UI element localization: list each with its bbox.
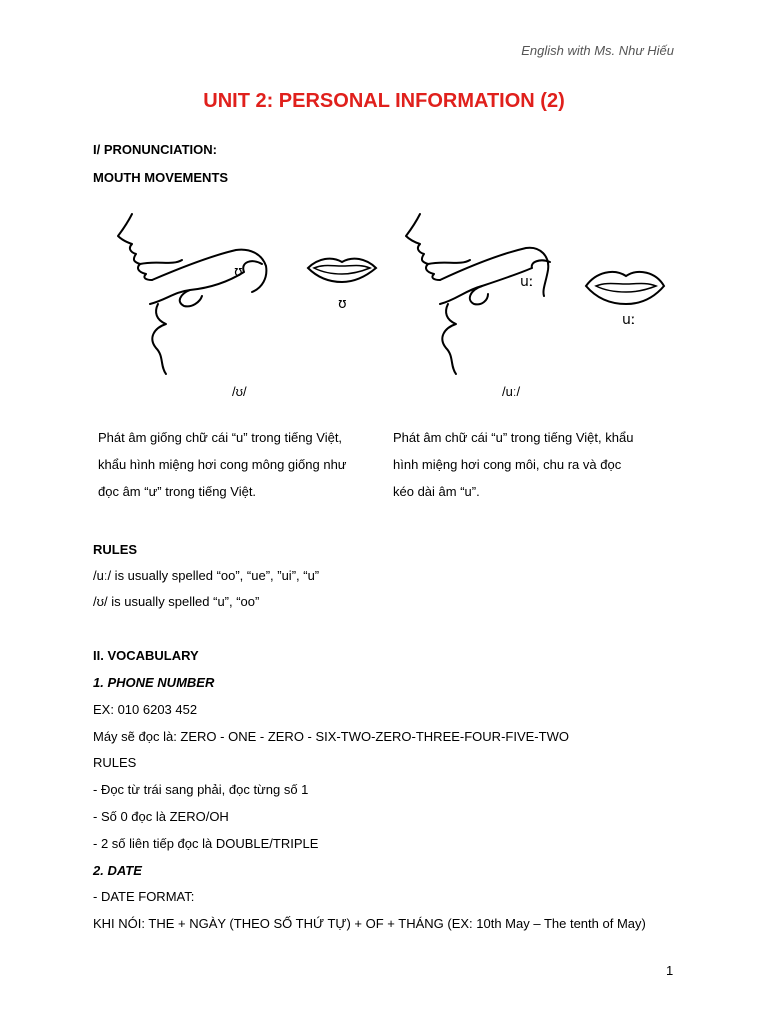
page-number: 1 [666,963,674,978]
lips-long-u [586,272,664,304]
mouth-movements-heading: MOUTH MOVEMENTS [93,170,229,185]
description-line: Phát âm chữ cái “u” trong tiếng Việt, khẩu [393,430,634,445]
lips-label-short-u: ʊ [338,296,347,312]
lips-label-long-u: uː [622,312,636,328]
lips-short-u [308,259,376,282]
description-line: đọc âm “ư” trong tiếng Việt. [98,484,257,499]
page-header-author: English with Ms. Như Hiếu [521,43,674,58]
page-title: UNIT 2: PERSONAL INFORMATION (2) [203,90,565,112]
date-speaking-rule: KHI NÓI: THE + NGÀY (THEO SỐ THỨ TỰ) + OF + THÁNG (EX: 10th May – The tenth of May) [93,916,646,931]
date-heading: 2. DATE [93,863,142,878]
rule-line: /ʊ/ is usually spelled “u”, “oo” [93,594,260,609]
phone-rule: - 2 số liên tiếp đọc là DOUBLE/TRIPLE [93,836,319,851]
rules-heading: RULES [93,542,138,557]
diagram-label-short-u: ʊ [234,264,243,280]
section-1-heading: I/ PRONUNCIATION: [93,142,217,157]
description-line: kéo dài âm “u”. [393,484,480,499]
phone-example: EX: 010 6203 452 [93,702,198,717]
diagram-label-long-u: uː [520,274,534,290]
mouth-diagram-long-u [400,208,670,378]
description-line: khẩu hình miệng hơi cong mông giống như [98,457,347,472]
description-line: hình miệng hơi cong môi, chu ra và đọc [393,457,622,472]
phone-rule: - Số 0 đọc là ZERO/OH [93,809,229,824]
mouth-diagram-short-u [110,208,380,378]
description-short-u [98,424,378,505]
rule-line: /uː/ is usually spelled “oo”, “ue”, ”ui”, “u” [93,568,320,583]
description-long-u [393,424,665,505]
phone-reading: Máy sẽ đọc là: ZERO - ONE - ZERO - SIX-TWO-ZERO-THREE-FOUR-FIVE-TWO [93,729,569,744]
phone-number-heading: 1. PHONE NUMBER [93,675,215,690]
ipa-symbol-short-u: /ʊ/ [232,384,247,399]
phone-rule: - Đọc từ trái sang phải, đọc từng số 1 [93,782,309,797]
section-2-heading: II. VOCABULARY [93,648,199,663]
phone-rules-heading: RULES [93,755,137,770]
description-line: Phát âm giống chữ cái “u” trong tiếng Việt, [98,430,343,445]
date-format-label: - DATE FORMAT: [93,889,195,904]
ipa-symbol-long-u: /uː/ [502,384,521,399]
